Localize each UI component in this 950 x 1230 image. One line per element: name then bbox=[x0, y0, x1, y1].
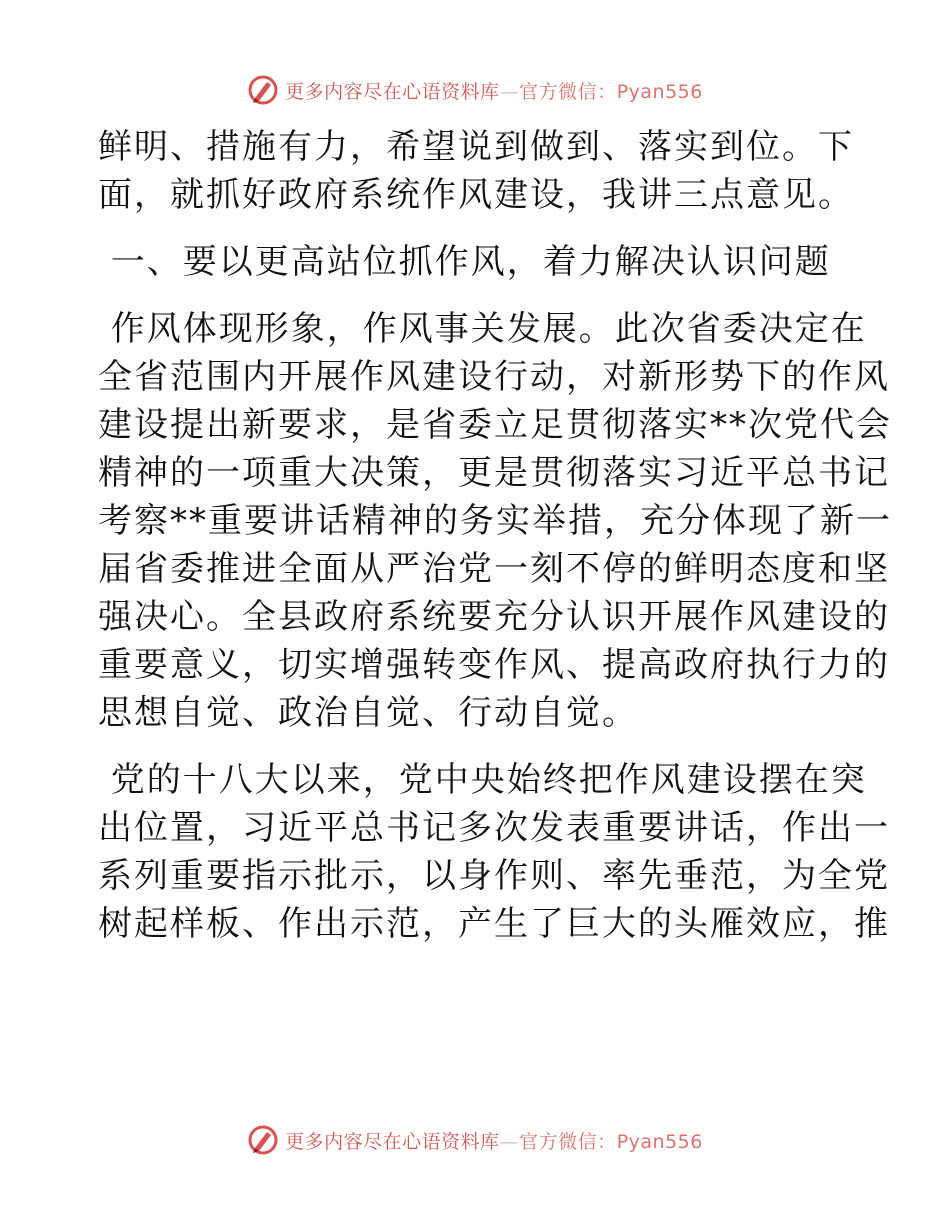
text-line: 考察**重要讲话精神的务实举措，充分体现了新一 bbox=[98, 501, 892, 541]
text-line: 系列重要指示批示，以身作则、率先垂范，为全党 bbox=[98, 856, 890, 896]
text-line: 树起样板、作出示范，产生了巨大的头雁效应，推 bbox=[98, 904, 890, 944]
text-line: 强决心。全县政府系统要充分认识开展作风建设的 bbox=[98, 597, 890, 637]
text-line: 鲜明、措施有力，希望说到做到、落实到位。下 bbox=[98, 127, 854, 167]
text-line: 精神的一项重大决策，更是贯彻落实习近平总书记 bbox=[98, 453, 890, 493]
text-line: 届省委推进全面从严治党一刻不停的鲜明态度和坚 bbox=[98, 549, 890, 589]
header-banner-wechat-label: 官方微信： bbox=[519, 80, 617, 103]
header-banner-dash: — bbox=[499, 80, 520, 103]
text-line: 党的十八大以来，党中央始终把作风建设摆在突 bbox=[98, 760, 867, 800]
section-heading-text: 一、要以更高站位抓作风，着力解决认识问题 bbox=[98, 242, 831, 282]
paragraph bbox=[98, 756, 890, 948]
text-line: 作风体现形象，作风事关发展。此次省委决定在 bbox=[98, 309, 867, 349]
footer-banner-wechat-id: Pyan556 bbox=[616, 1130, 703, 1153]
document-body bbox=[98, 123, 892, 948]
text-line: 建设提出新要求，是省委立足贯彻落实**次党代会 bbox=[98, 405, 892, 445]
header-banner-title: 更多内容尽在心语资料库 bbox=[285, 80, 500, 103]
text-line: 面，就抓好政府系统作风建设，我讲三点意见。 bbox=[98, 175, 854, 215]
footer-banner-title: 更多内容尽在心语资料库 bbox=[285, 1130, 500, 1153]
text-line: 全省范围内开展作风建设行动，对新形势下的作风 bbox=[98, 357, 890, 397]
text-line: 出位置，习近平总书记多次发表重要讲话，作出一 bbox=[98, 808, 890, 848]
section-heading bbox=[98, 238, 848, 286]
header-banner bbox=[0, 70, 950, 110]
text-line: 思想自觉、政治自觉、行动自觉。 bbox=[98, 693, 638, 733]
paragraph-continuation bbox=[98, 123, 854, 219]
header-banner-text bbox=[285, 77, 703, 104]
paragraph bbox=[98, 305, 892, 737]
footer-banner-wechat-label: 官方微信： bbox=[519, 1130, 617, 1153]
pen-logo-icon bbox=[247, 74, 279, 106]
text-line: 重要意义，切实增强转变作风、提高政府执行力的 bbox=[98, 645, 890, 685]
header-banner-wechat-id: Pyan556 bbox=[616, 80, 703, 103]
footer-banner-dash: — bbox=[499, 1130, 520, 1153]
pen-logo-icon bbox=[247, 1124, 279, 1156]
footer-banner bbox=[0, 1120, 950, 1160]
footer-banner-text bbox=[285, 1127, 703, 1154]
